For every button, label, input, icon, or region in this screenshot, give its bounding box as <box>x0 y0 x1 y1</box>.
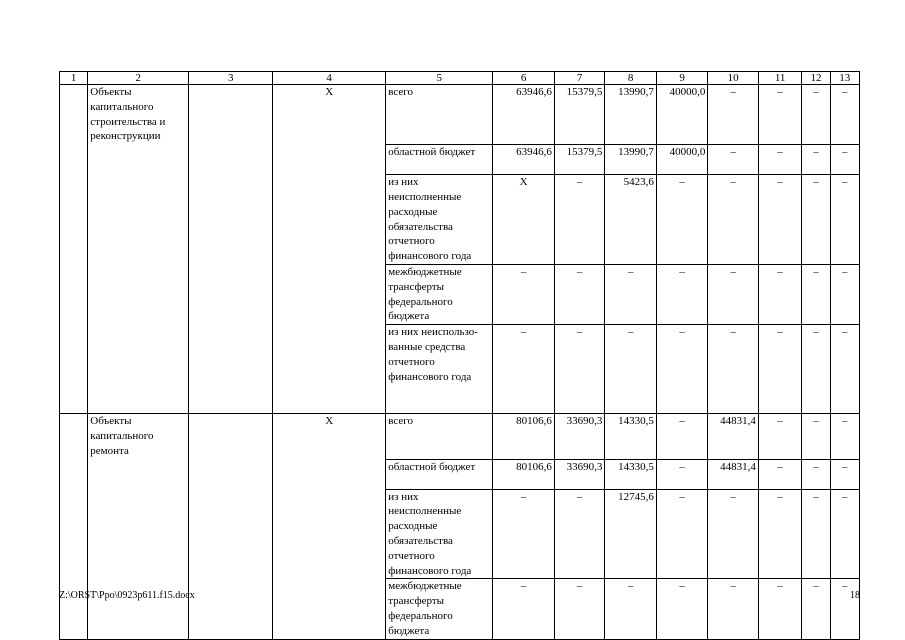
value-cell: – <box>830 145 859 175</box>
value-cell: – <box>493 579 555 639</box>
object-type-name <box>88 175 189 265</box>
value-cell: – <box>708 325 759 414</box>
value-cell: 15379,5 <box>554 85 605 145</box>
column-number: 4 <box>273 72 386 85</box>
column-number: 12 <box>802 72 830 85</box>
table-row <box>60 459 860 489</box>
value-cell: – <box>802 264 830 324</box>
column-number: 7 <box>554 72 605 85</box>
column-number: 11 <box>758 72 801 85</box>
cell-col1 <box>60 175 88 265</box>
value-cell: – <box>758 489 801 579</box>
funding-source-label: из них неиспользо-ванные средства отчетного финансового года <box>386 325 493 414</box>
table-row <box>60 414 860 459</box>
cell-col4 <box>273 264 386 324</box>
value-cell: 15379,5 <box>554 145 605 175</box>
value-cell: – <box>830 579 859 639</box>
cell-col4: Х <box>273 85 386 145</box>
value-cell: – <box>605 579 657 639</box>
table-row <box>60 325 860 414</box>
value-cell: 63946,6 <box>493 145 555 175</box>
value-cell: 40000,0 <box>656 85 708 145</box>
value-cell: – <box>656 489 708 579</box>
data-table <box>59 71 860 640</box>
funding-source-label: областной бюджет <box>386 145 493 175</box>
value-cell: – <box>656 325 708 414</box>
value-cell: – <box>708 579 759 639</box>
cell-col4 <box>273 489 386 579</box>
value-cell: – <box>708 85 759 145</box>
object-type-name <box>88 459 189 489</box>
cell-col3 <box>189 414 273 459</box>
value-cell: – <box>493 264 555 324</box>
cell-col3 <box>189 489 273 579</box>
value-cell: – <box>758 264 801 324</box>
funding-source-label: межбюджетные трансферты федерального бюджета <box>386 579 493 639</box>
cell-col4 <box>273 145 386 175</box>
value-cell: 33690,3 <box>554 414 605 459</box>
cell-col3 <box>189 85 273 145</box>
column-number: 13 <box>830 72 859 85</box>
value-cell: – <box>656 264 708 324</box>
value-cell: – <box>802 459 830 489</box>
value-cell: – <box>830 325 859 414</box>
funding-source-label: из них неисполненные расходные обязательства отчетного финансового года <box>386 175 493 265</box>
value-cell: – <box>554 264 605 324</box>
value-cell: – <box>802 175 830 265</box>
value-cell: 12745,6 <box>605 489 657 579</box>
value-cell: – <box>830 264 859 324</box>
column-number: 8 <box>605 72 657 85</box>
column-number: 10 <box>708 72 759 85</box>
value-cell: – <box>708 264 759 324</box>
value-cell: 5423,6 <box>605 175 657 265</box>
column-number: 2 <box>88 72 189 85</box>
cell-col3 <box>189 325 273 414</box>
object-type-name <box>88 579 189 639</box>
value-cell: – <box>758 414 801 459</box>
value-cell: – <box>656 175 708 265</box>
value-cell: – <box>758 175 801 265</box>
column-number: 5 <box>386 72 493 85</box>
cell-col1 <box>60 489 88 579</box>
value-cell: – <box>802 145 830 175</box>
value-cell: – <box>605 264 657 324</box>
value-cell: 33690,3 <box>554 459 605 489</box>
object-type-name <box>88 489 189 579</box>
column-number: 3 <box>189 72 273 85</box>
cell-col1 <box>60 325 88 414</box>
cell-col4 <box>273 459 386 489</box>
value-cell: – <box>758 459 801 489</box>
value-cell: – <box>493 489 555 579</box>
funding-source-label: областной бюджет <box>386 459 493 489</box>
value-cell: – <box>656 414 708 459</box>
value-cell: 80106,6 <box>493 414 555 459</box>
cell-col1 <box>60 414 88 459</box>
value-cell: – <box>656 459 708 489</box>
value-cell: – <box>656 579 708 639</box>
funding-source-label: из них неисполненные расходные обязательства отчетного финансового года <box>386 489 493 579</box>
value-cell: 40000,0 <box>656 145 708 175</box>
object-type-name <box>88 325 189 414</box>
value-cell: 13990,7 <box>605 85 657 145</box>
footer-page-number: 18 <box>850 590 860 601</box>
cell-col4 <box>273 175 386 265</box>
cell-col1 <box>60 459 88 489</box>
table-row <box>60 489 860 579</box>
value-cell: – <box>758 325 801 414</box>
cell-col4 <box>273 325 386 414</box>
value-cell: – <box>758 145 801 175</box>
column-number: 6 <box>493 72 555 85</box>
cell-col1 <box>60 579 88 639</box>
cell-col3 <box>189 459 273 489</box>
table-row <box>60 264 860 324</box>
table-row <box>60 175 860 265</box>
value-cell: 14330,5 <box>605 414 657 459</box>
value-cell: – <box>758 85 801 145</box>
header-row <box>60 72 860 85</box>
value-cell: 80106,6 <box>493 459 555 489</box>
cell-col4: Х <box>273 414 386 459</box>
value-cell: – <box>830 85 859 145</box>
value-cell: – <box>830 175 859 265</box>
value-cell: – <box>830 489 859 579</box>
value-cell: – <box>493 325 555 414</box>
value-cell: – <box>802 579 830 639</box>
cell-col4 <box>273 579 386 639</box>
table-row <box>60 579 860 639</box>
value-cell: 44831,4 <box>708 414 759 459</box>
value-cell: – <box>758 579 801 639</box>
funding-source-label: всего <box>386 414 493 459</box>
cell-col3 <box>189 264 273 324</box>
table-row <box>60 85 860 145</box>
value-cell: – <box>708 145 759 175</box>
value-cell: – <box>554 489 605 579</box>
value-cell: – <box>554 325 605 414</box>
funding-source-label: межбюджетные трансферты федерального бюджета <box>386 264 493 324</box>
column-number: 1 <box>60 72 88 85</box>
object-type-name: Объекты капитального строительства и реконструкции <box>88 85 189 145</box>
cell-col3 <box>189 145 273 175</box>
value-cell: Х <box>493 175 555 265</box>
cell-col1 <box>60 264 88 324</box>
funding-source-label: всего <box>386 85 493 145</box>
column-number: 9 <box>656 72 708 85</box>
object-type-name <box>88 264 189 324</box>
value-cell: 13990,7 <box>605 145 657 175</box>
object-type-name: Объекты капитального ремонта <box>88 414 189 459</box>
value-cell: – <box>708 175 759 265</box>
value-cell: – <box>830 414 859 459</box>
value-cell: 63946,6 <box>493 85 555 145</box>
value-cell: – <box>708 489 759 579</box>
value-cell: – <box>802 85 830 145</box>
footer-file-path: Z:\ORST\Ppo\0923p611.f15.docx <box>59 590 195 601</box>
value-cell: – <box>802 489 830 579</box>
value-cell: – <box>802 414 830 459</box>
value-cell: – <box>554 175 605 265</box>
table-row <box>60 145 860 175</box>
value-cell: – <box>605 325 657 414</box>
cell-col1 <box>60 145 88 175</box>
value-cell: 14330,5 <box>605 459 657 489</box>
cell-col3 <box>189 579 273 639</box>
cell-col1 <box>60 85 88 145</box>
value-cell: 44831,4 <box>708 459 759 489</box>
cell-col3 <box>189 175 273 265</box>
value-cell: – <box>554 579 605 639</box>
value-cell: – <box>830 459 859 489</box>
value-cell: – <box>802 325 830 414</box>
object-type-name <box>88 145 189 175</box>
